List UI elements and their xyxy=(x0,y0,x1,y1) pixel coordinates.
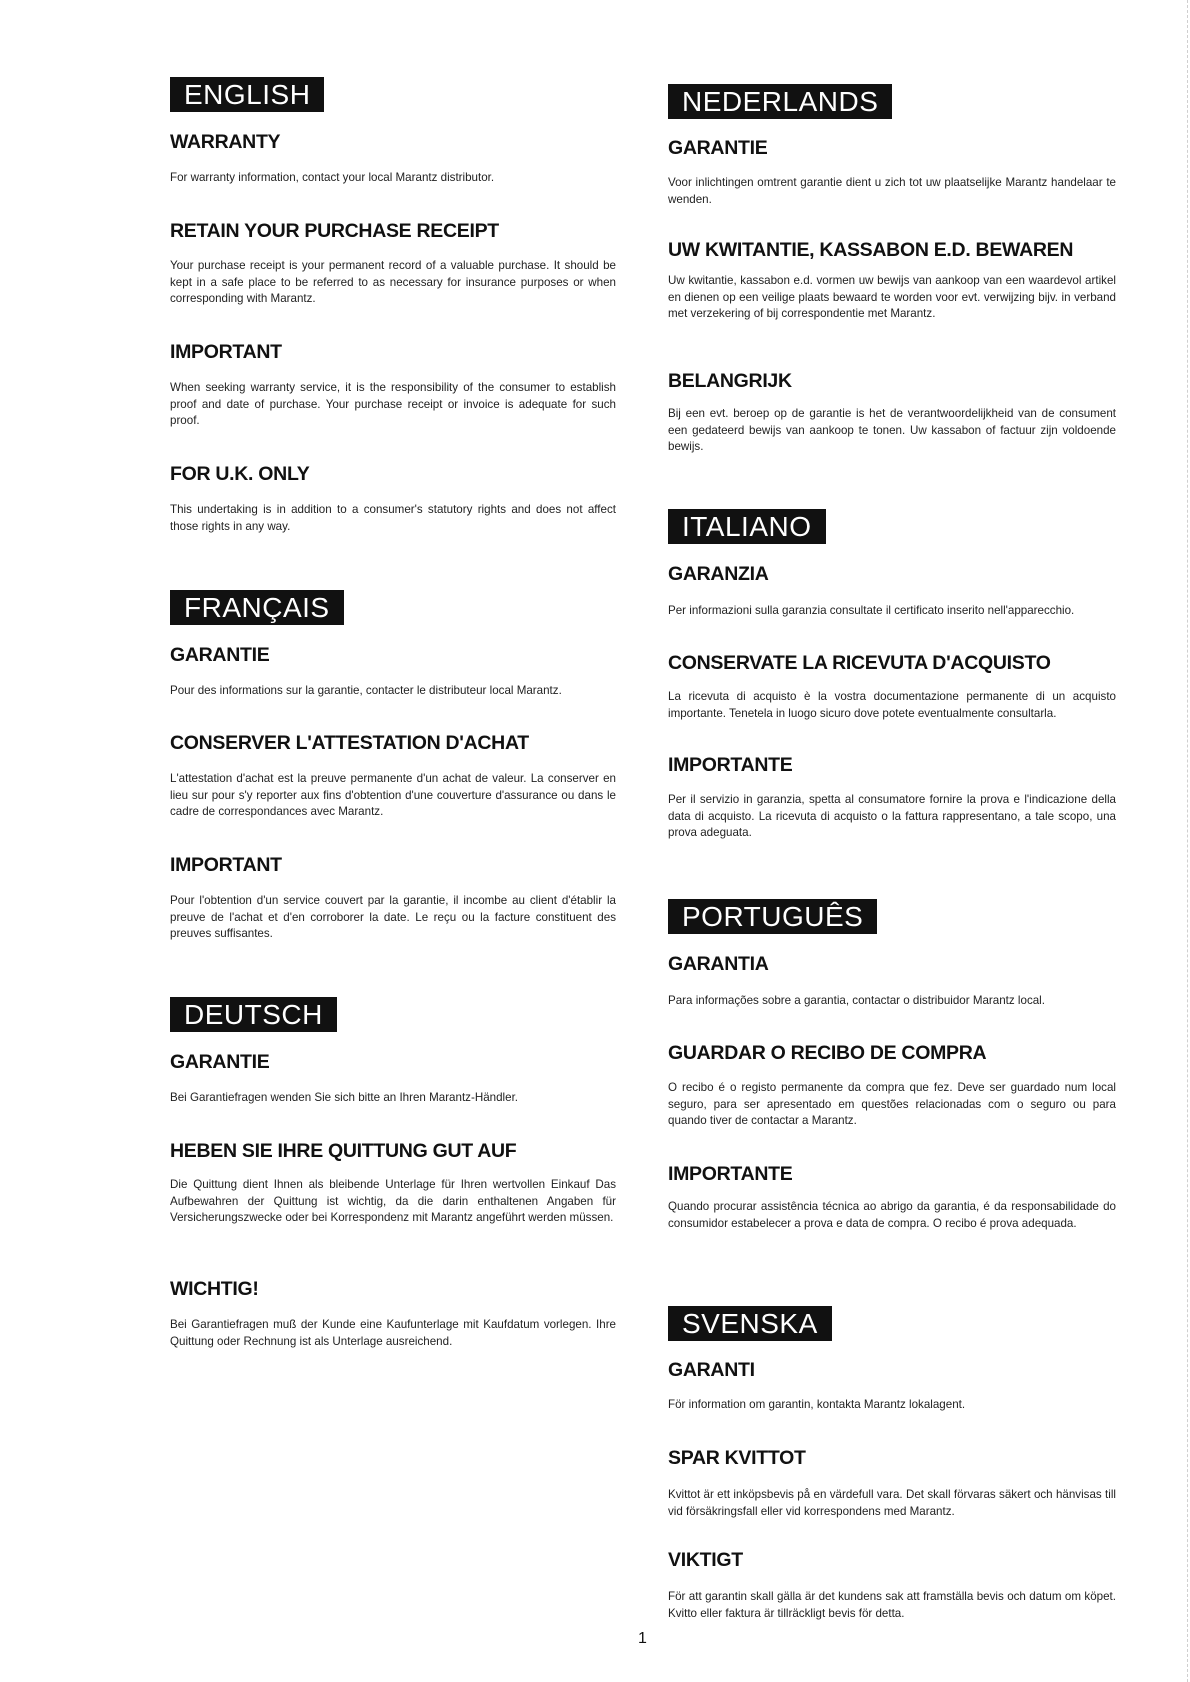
svenska-garanti-heading: GARANTI xyxy=(668,1359,755,1381)
english-receipt-text: Your purchase receipt is your permanent record of a valuable purchase. It should be kept in a safe place to be referred to as necessary for insurance purposes or when corresponding with Marantz. xyxy=(170,259,616,305)
portugues-recibo-heading: GUARDAR O RECIBO DE COMPRA xyxy=(668,1042,987,1064)
deutsch-garantie-text: Bei Garantiefragen wenden Sie sich bitte an Ihren Marantz-Händler. xyxy=(170,1091,519,1104)
francais-important-heading: IMPORTANT xyxy=(170,854,282,876)
portugues-garantia-heading: GARANTIA xyxy=(668,953,769,975)
italiano-section-label: ITALIANO xyxy=(668,509,826,544)
deutsch-section-label: DEUTSCH xyxy=(170,997,337,1032)
english-warranty-text: For warranty information, contact your local Marantz distributor. xyxy=(170,171,495,184)
nederlands-belangrijk-text: Bij een evt. beroep op de garantie is het de verantwoordelijkheid van de consument een gedateerd bewijs van aankoop te tonen. Uw kassabon of factuur zijn voldoende bewijs. xyxy=(668,407,1116,453)
francais-garantie-text: Pour des informations sur la garantie, contacter le distributeur local Marantz. xyxy=(170,684,562,697)
nederlands-section-label: NEDERLANDS xyxy=(668,84,892,119)
english-section-label: ENGLISH xyxy=(170,77,324,112)
english-uk-heading: FOR U.K. ONLY xyxy=(170,463,310,485)
svenska-viktigt-text: För att garantin skall gälla är det kundens sak att framställa bevis och datum om köpet. Kvitto eller faktura är tillräckligt bevis för detta. xyxy=(668,1590,1116,1620)
francais-attestation-text: L'attestation d'achat est la preuve permanente d'un achat de valeur. La conserver en lieu sur pour s'y reporter aux fins d'obtention d'une couverture d'assurance ou dans le cadre de correspondances avec Marantz. xyxy=(170,772,616,818)
italiano-importante-heading: IMPORTANTE xyxy=(668,754,793,776)
deutsch-wichtig-heading: WICHTIG! xyxy=(170,1278,259,1300)
portugues-recibo-text: O recibo é o registo permanente da compra que fez. Deve ser guardado num local seguro, para ser apresentado em questões relacionadas com o seguro ou para quando tiver de contactar a Marantz. xyxy=(668,1081,1116,1127)
english-warranty-heading: WARRANTY xyxy=(170,131,281,153)
deutsch-quittung-text: Die Quittung dient Ihnen als bleibende Unterlage für Ihren wertvollen Einkauf Das Aufbewahren der Quittung ist wichtig, da die darin enthaltenen Angaben für Versicherungszwecke oder bei Korrespondenz mit Marantz angeführt werden müssen. xyxy=(170,1178,616,1224)
italiano-ricevuta-heading: CONSERVATE LA RICEVUTA D'ACQUISTO xyxy=(668,652,1051,674)
deutsch-quittung-heading: HEBEN SIE IHRE QUITTUNG GUT AUF xyxy=(170,1140,517,1162)
svenska-section-label: SVENSKA xyxy=(668,1306,832,1341)
nederlands-kwitantie-text: Uw kwitantie, kassabon e.d. vormen uw bewijs van aankoop van een waardevol artikel en dienen op een veilige plaats bewaard te worden voor evt. verwijzing bijv. in verband met verzekering of bij correspondentie met Marantz. xyxy=(668,274,1116,320)
italiano-ricevuta-text: La ricevuta di acquisto è la vostra documentazione permanente di un acquisto importante. Tenetela in luogo sicuro dove potete eventualmente consultarla. xyxy=(668,690,1116,720)
svenska-kvitto-text: Kvittot är ett inköpsbevis på en värdefull vara. Det skall förvaras säkert och hänvisas till vid försäkringsfall eller vid korrespondens med Marantz. xyxy=(668,1488,1116,1518)
portugues-importante-heading: IMPORTANTE xyxy=(668,1163,793,1185)
francais-attestation-heading: CONSERVER L'ATTESTATION D'ACHAT xyxy=(170,732,529,754)
portugues-garantia-text: Para informações sobre a garantia, contactar o distribuidor Marantz local. xyxy=(668,994,1045,1007)
svenska-garanti-text: För information om garantin, kontakta Marantz lokalagent. xyxy=(668,1398,966,1411)
deutsch-garantie-heading: GARANTIE xyxy=(170,1051,270,1073)
nederlands-garantie-heading: GARANTIE xyxy=(668,137,768,159)
scan-edge xyxy=(1186,0,1188,1682)
english-important-text: When seeking warranty service, it is the responsibility of the consumer to establish proof and date of purchase. Your purchase receipt or invoice is adequate for such proof. xyxy=(170,381,616,427)
english-important-heading: IMPORTANT xyxy=(170,341,282,363)
portugues-importante-text: Quando procurar assistência técnica ao abrigo da garantia, é da responsabilidade do consumidor estabelecer a prova e data de compra. O recibo é prova adequada. xyxy=(668,1200,1116,1230)
english-uk-text: This undertaking is in addition to a consumer's statutory rights and does not affect those rights in any way. xyxy=(170,503,616,533)
nederlands-garantie-text: Voor inlichtingen omtrent garantie dient u zich tot uw plaatselijke Marantz handelaar te wenden. xyxy=(668,176,1116,206)
svenska-viktigt-heading: VIKTIGT xyxy=(668,1549,743,1571)
page-number: 1 xyxy=(638,1630,647,1647)
portugues-section-label: PORTUGUÊS xyxy=(668,899,877,934)
english-receipt-heading: RETAIN YOUR PURCHASE RECEIPT xyxy=(170,220,499,242)
nederlands-belangrijk-heading: BELANGRIJK xyxy=(668,370,792,392)
nederlands-kwitantie-heading: UW KWITANTIE, KASSABON E.D. BEWAREN xyxy=(668,239,1074,261)
italiano-garanzia-heading: GARANZIA xyxy=(668,563,769,585)
francais-important-text: Pour l'obtention d'un service couvert par la garantie, il incombe au client d'établir la preuve de l'achat et d'en corroborer la date. Le reçu ou la facture constituent des preuves suffisantes. xyxy=(170,894,616,940)
svenska-kvitto-heading: SPAR KVITTOT xyxy=(668,1447,806,1469)
italiano-garanzia-text: Per informazioni sulla garanzia consultate il certificato inserito nell'apparecchio. xyxy=(668,604,1075,617)
francais-garantie-heading: GARANTIE xyxy=(170,644,270,666)
deutsch-wichtig-text: Bei Garantiefragen muß der Kunde eine Kaufunterlage mit Kaufdatum vorlegen. Ihre Quittung oder Rechnung ist als Unterlage ausreichend. xyxy=(170,1318,616,1348)
francais-section-label: FRANÇAIS xyxy=(170,590,344,625)
italiano-importante-text: Per il servizio in garanzia, spetta al consumatore fornire la prova e l'indicazione della data di acquisto. La ricevuta di acquisto o la fattura rappresentano, a tale scopo, una prova adeguata. xyxy=(668,793,1116,839)
